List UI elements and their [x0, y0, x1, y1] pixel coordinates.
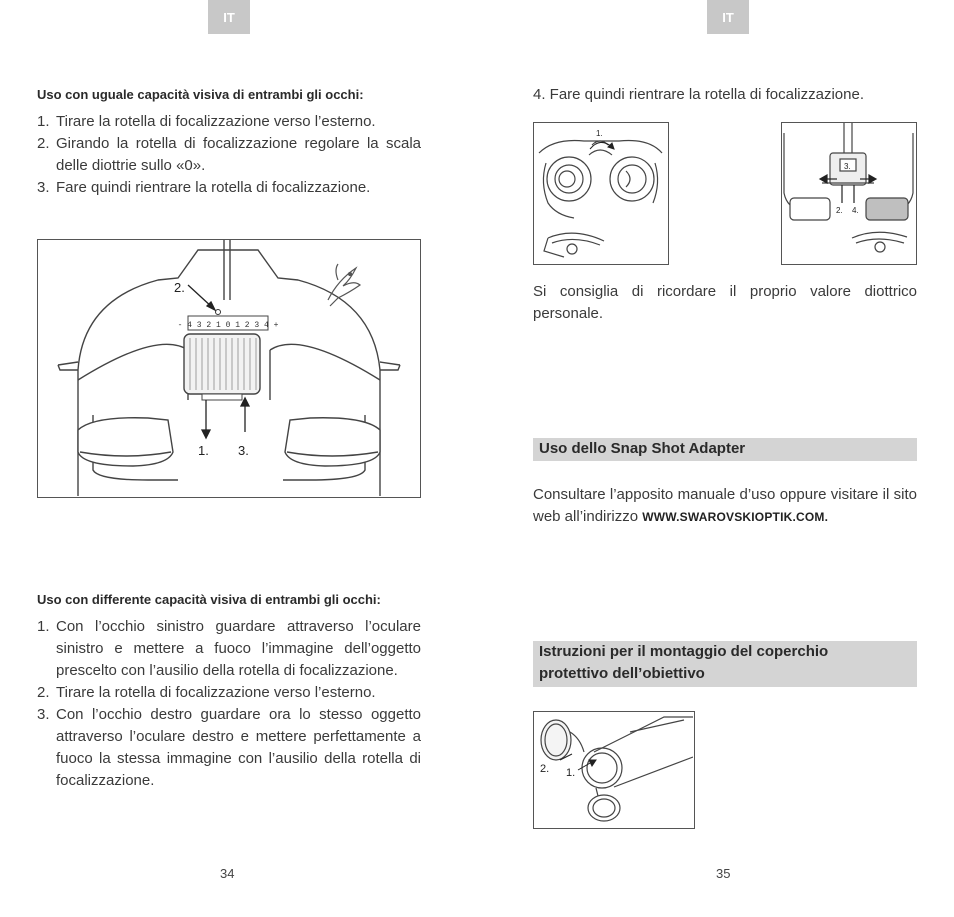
label-1: 1.: [198, 443, 209, 458]
label-4: 4.: [852, 206, 859, 215]
bird-logo-icon: [328, 264, 360, 306]
label-2: 2.: [836, 206, 843, 215]
swarovski-url-link[interactable]: WWW.SWAROVSKIOPTIK.COM.: [642, 510, 829, 524]
page-number: 34: [220, 866, 235, 881]
page-number: 35: [716, 866, 731, 881]
diopter-scale: - 4 3 2 1 0 1 2 3 4 +: [177, 321, 279, 330]
snap-shot-text: Consultare l’apposito manuale d’uso oppure visitare il sito web all’indirizzo WWW.SWAROVSKIOPTIK.COM.: [533, 486, 917, 525]
language-tab: IT: [208, 0, 250, 34]
heading-different-vision: Uso con differente capacità visiva di entrambi gli occhi:: [37, 592, 381, 607]
step-item: 2. Girando la rotella di focalizzazione regolare la scala delle diottrie sullo «0».: [37, 135, 421, 174]
label-1: 1.: [566, 767, 576, 779]
step-item: 3. Con l’occhio destro guardare ora lo stesso oggetto attraverso l’oculare destro e mettere perfettamente a fuoco la stessa immagine con l’ausilio della rotella di focalizzazione.: [37, 706, 421, 789]
step-4-text: 4. Fare quindi rientrare la rotella di focalizzazione.: [533, 86, 865, 103]
step-item: 1. Con l’occhio sinistro guardare attraverso l’oculare sinistro e mettere a fuoco l’immagine dell’oggetto prescelto con l’ausilio della rotella di focalizzazione.: [37, 618, 421, 679]
label-2: 2.: [174, 280, 185, 295]
binocular-focus-illustration: [38, 240, 419, 496]
step-item: 2. Tirare la rotella di focalizzazione verso l’esterno.: [37, 684, 376, 701]
label-1: 1.: [596, 129, 603, 138]
reference-dot: [216, 310, 221, 315]
heading-equal-vision: Uso con uguale capacità visiva di entrambi gli occhi:: [37, 87, 364, 102]
step-item: 1. Tirare la rotella di focalizzazione verso l’esterno.: [37, 113, 376, 130]
section-snap-shot-adapter: Uso dello Snap Shot Adapter: [533, 438, 917, 461]
figure-focus-wheel: [37, 239, 421, 498]
focus-wheel: [184, 334, 260, 400]
label-3: 3.: [238, 443, 249, 458]
section-cover-mounting: Istruzioni per il montaggio del coperchio protettivo dell’obiettivo: [533, 641, 917, 687]
steps-different-vision: [37, 616, 421, 792]
figure-eyepiece-adjust: [533, 122, 669, 265]
label-2: 2.: [540, 763, 550, 775]
figure-wheel-closeup: [781, 122, 917, 265]
steps-equal-vision: [37, 111, 421, 199]
language-tab: IT: [707, 0, 749, 34]
figure-objective-cover: [533, 711, 695, 829]
right-page: [477, 0, 954, 917]
label-3: 3.: [844, 162, 851, 171]
step-item: 3. Fare quindi rientrare la rotella di focalizzazione.: [37, 179, 371, 196]
advice-text: Si consiglia di ricordare il proprio valore diottrico personale.: [533, 283, 917, 322]
